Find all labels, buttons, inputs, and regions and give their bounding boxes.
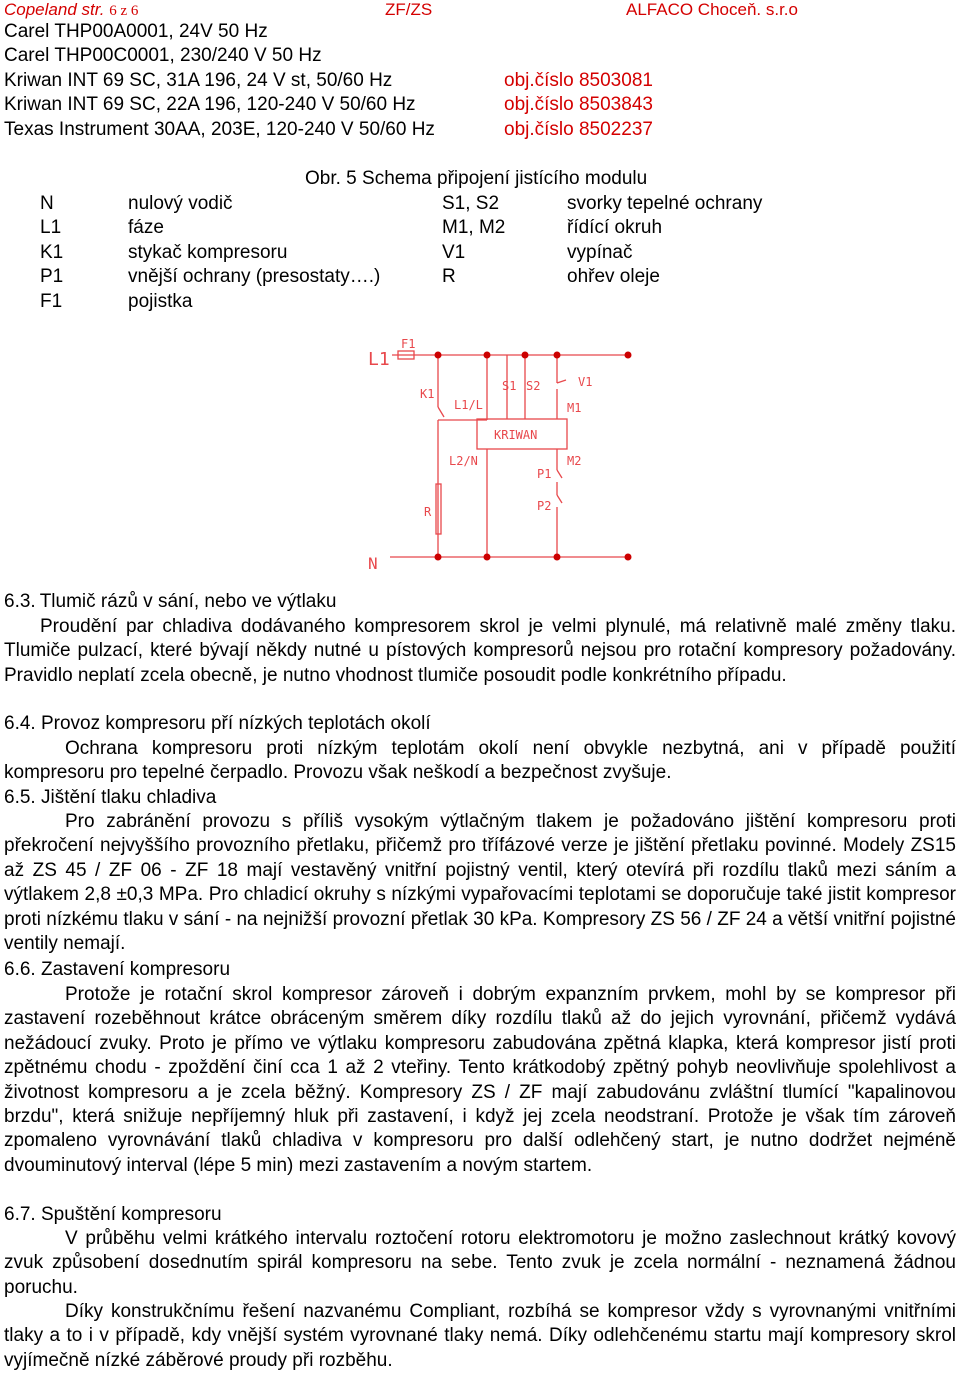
section-paragraph: Protože je rotační skrol kompresor zároveň i dobrým expanzním prvkem, mohl by se kompresor při zastavení rozeběhnout krátce obráceným směrem díky rozdílu tlaků až do jejich vyrovnání, přičemž vydává nežádoucí zvuky. Proto je přímo ve výtlaku kompresoru zabudována zpětná klapka, která kompresor jistí proti zpětnému chodu - zpoždění činí cca 1 až 2 vteřiny. Tento krátkodobý zpětný pohyb neovlivňuje spolehlivost a životnost kompresoru a je zcela běžný. Kompresory ZS / ZF mají zabudovánu zvláštní tlumící "kapalinovou brzdu", která snižuje nepříjemný hluk při zastavení, i když jej zcela neodstraní. Protože je však tím zároveň zpomaleno vyrovnávání tlaků chladiva v kompresoru pro další odlehčený start, je nutno dodržet nejméně dvouminutový interval (lépe 5 min) mezi zastavením a novým startem. — [4, 984, 956, 1176]
label-r: R — [424, 505, 432, 519]
label-n: N — [368, 554, 378, 573]
section-paragraph: Díky konstrukčnímu řešení nazvanému Compliant, rozbíhá se kompresor vždy s vyrovnanými vnitřními tlaky a to i v případě, kdy vnější systém vyrovnané tlaky nemá. Díky odlehčenému startu mají kompresory skrol vyjímečně nízké záběrové proudy při rozběhu. — [4, 1301, 956, 1371]
legend-desc: fáze — [128, 217, 164, 238]
label-m2: M2 — [567, 454, 582, 468]
section-heading: 6.3. Tlumič rázů v sání, nebo ve výtlaku — [4, 591, 337, 612]
label-l2n: L2/N — [449, 454, 478, 468]
wiring-schematic — [360, 330, 640, 575]
part-line: Carel THP00C0001, 230/240 V 50 Hz — [4, 45, 322, 66]
legend-symbol: V1 — [442, 242, 466, 263]
header-right: ALFACO Choceň. s.r.o — [626, 0, 798, 19]
part-line: Kriwan INT 69 SC, 22A 196, 120-240 V 50/60 Hz — [4, 94, 416, 115]
header-center: ZF/ZS — [385, 0, 433, 19]
part-ref: obj.číslo 8503843 — [504, 94, 653, 115]
section-paragraph: Proudění par chladiva dodávaného kompresorem skrol je velmi plynulé, má relativně malé změny tlaku. Tlumiče pulzací, které bývají někdy nutné u pístových kompresorů nejsou pro rotační kompresory požadovány. Pravidlo neplatí zcela obecně, je nutno vhodnost tlumiče posoudit podle konkrétního případu. — [4, 616, 956, 686]
label-p1: P1 — [537, 467, 552, 481]
section-paragraph: Pro zabránění provozu s příliš vysokým výtlačným tlakem je požadováno jištění kompresoru proti překročení nejvyššího provozního přetlaku, přičemž pro třífázové verze je jištění přetlaku povinné. Modely ZS15 až ZS 45 / ZF 06 - ZF 18 mají vestavěný vnitřní pojistný ventil, který otevírá při rozdílu tlaků mezi sáním a výtlakem 2,8 ±0,3 MPa. Pro chladicí okruhy s nízkými vypařovacími teplotami se doporučuje také jistit kompresor proti nízkému tlaku v sání - na nejnižší provozní přetlak 30 kPa. Kompresory ZS 56 / ZF 24 a větší vnitřní pojistné ventily nemají. — [4, 811, 956, 955]
part-line: Texas Instrument 30AA, 203E, 120-240 V 50/60 Hz — [4, 119, 435, 140]
node-dot — [484, 554, 491, 561]
node-dot — [522, 352, 529, 359]
section-heading: 6.5. Jištění tlaku chladiva — [4, 787, 217, 808]
legend-symbol: S1, S2 — [442, 193, 500, 214]
node-dot — [435, 352, 442, 359]
part-ref: obj.číslo 8502237 — [504, 119, 653, 140]
header-left: Copeland str. 6 z 6 — [4, 0, 139, 19]
label-kriwan: KRIWAN — [494, 428, 538, 442]
label-s1: S1 — [502, 379, 517, 393]
figure-caption: Obr. 5 Schema připojení jistícího modulu — [305, 168, 648, 189]
page-header — [4, 0, 950, 22]
legend-desc: ohřev oleje — [567, 266, 660, 287]
label-v1: V1 — [578, 375, 593, 389]
section-paragraph: V průběhu velmi krátkého intervalu roztočení rotoru elektromotoru je možno zaslechnout krátký kovový zvuk způsobení dosednutím spirál kompresoru na sebe. Tento zvuk je zcela normální - neznamená žádnou poruchu. — [4, 1228, 956, 1298]
section-heading: 6.4. Provoz kompresoru pří nízkých teplotách okolí — [4, 713, 431, 734]
legend-desc: vypínač — [567, 242, 633, 263]
k1-contact — [438, 407, 444, 417]
legend-desc: stykač kompresoru — [128, 242, 288, 263]
section-paragraph: Ochrana kompresoru proti nízkým teplotám okolí není obvykle nezbytná, ani v případě použití kompresoru pro tepelné čerpadlo. Provozu však neškodí a bezpečnost zvyšuje. — [4, 738, 956, 784]
label-m1: M1 — [567, 401, 582, 415]
label-k1: K1 — [420, 387, 435, 401]
label-f1: F1 — [401, 337, 416, 351]
section-heading: 6.7. Spuštění kompresoru — [4, 1204, 222, 1225]
node-dot — [625, 554, 632, 561]
legend-symbol: M1, M2 — [442, 217, 506, 238]
legend-desc: řídící okruh — [567, 217, 663, 238]
label-l1: L1 — [368, 349, 390, 370]
label-p2: P2 — [537, 499, 552, 513]
part-line: Kriwan INT 69 SC, 31A 196, 24 V st, 50/60 Hz — [4, 70, 393, 91]
label-s2: S2 — [526, 379, 541, 393]
legend-symbol: P1 — [40, 266, 64, 287]
p2-contact — [557, 495, 562, 503]
legend-desc: nulový vodič — [128, 193, 233, 214]
legend-symbol: R — [442, 266, 456, 287]
node-dot — [554, 554, 561, 561]
v1-switch — [557, 380, 566, 383]
p1-contact — [557, 470, 562, 478]
legend-desc: pojistka — [128, 291, 193, 312]
node-dot — [435, 554, 442, 561]
legend-symbol: K1 — [40, 242, 64, 263]
part-ref: obj.číslo 8503081 — [504, 70, 653, 91]
node-dot — [484, 352, 491, 359]
legend-desc: svorky tepelné ochrany — [567, 193, 763, 214]
legend-symbol: L1 — [40, 217, 62, 238]
header-pages: 6 z 6 — [109, 3, 139, 19]
node-dot — [625, 352, 632, 359]
label-l1l: L1/L — [454, 398, 483, 412]
section-heading: 6.6. Zastavení kompresoru — [4, 959, 231, 980]
legend-desc: vnější ochrany (presostaty….) — [128, 266, 381, 287]
part-line: Carel THP00A0001, 24V 50 Hz — [4, 21, 268, 42]
node-dot — [554, 352, 561, 359]
legend-symbol: F1 — [40, 291, 63, 312]
legend-symbol: N — [40, 193, 54, 214]
